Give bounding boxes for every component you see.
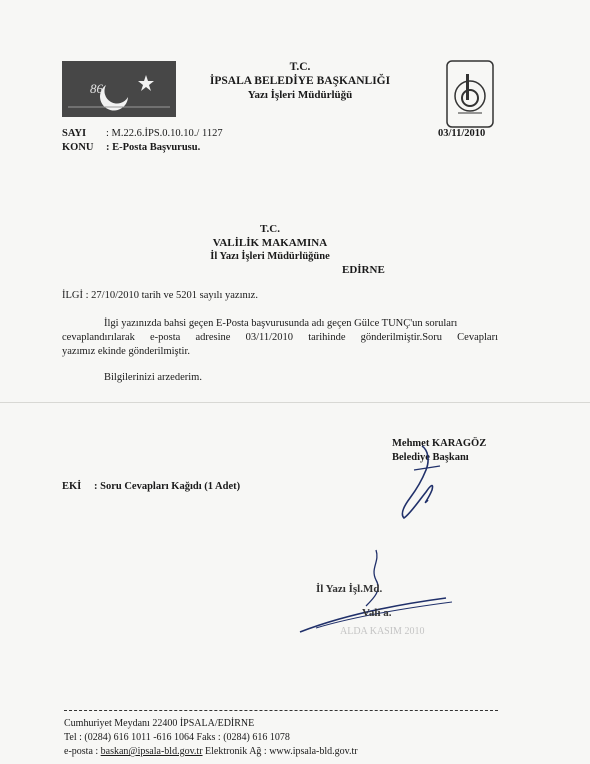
signatory-title: Belediye Başkanı — [392, 452, 469, 463]
attachment-label: EKİ — [62, 481, 82, 492]
closing-text: Bilgilerinizi arzederim. — [104, 372, 202, 383]
letterhead-institution: İPSALA BELEDİYE BAŞKANLIĞI — [209, 75, 391, 87]
footer-divider — [64, 710, 498, 711]
footer-phone: Tel : (0284) 616 1011 -616 1064 Faks : (0284) 616 1078 — [64, 732, 290, 743]
recipient-unit: İl Yazı İşleri Müdürlüğüne — [210, 251, 330, 262]
footer-contact — [64, 745, 358, 759]
letterhead-tc: T.C. — [289, 61, 311, 73]
footer-web: Elektronik Ağ : www.ipsala-bld.gov.tr — [205, 746, 358, 757]
ilgi-reference: İLGİ : 27/10/2010 tarih ve 5201 sayılı yazınız. — [62, 290, 258, 301]
logo-text: 86 — [90, 81, 103, 96]
footer-email-link[interactable]: baskan@ipsala-bld.gov.tr — [100, 746, 203, 757]
konu-label: KONU — [62, 142, 94, 153]
body-line-1: İlgi yazınızda bahsi geçen E-Posta başvurusunda adı geçen Gülce TUNÇ'un soruları — [104, 318, 458, 329]
recipient-city: EDİRNE — [342, 264, 385, 276]
paper-fold-line — [0, 402, 590, 403]
document-date: 03/11/2010 — [438, 128, 486, 139]
stamp-governor: Vali a. — [362, 607, 392, 619]
municipality-seal — [446, 60, 494, 128]
footer-email-label: e-posta : — [64, 746, 99, 757]
attachment-value: : Soru Cevapları Kağıdı (1 Adet) — [94, 481, 241, 492]
body-line-2: cevaplandırılarak e-posta adresine 03/11/2010 tarihinde gönderilmiştir.Soru Cevapları — [62, 332, 498, 343]
letterhead-department: Yazı İşleri Müdürlüğü — [247, 89, 353, 101]
konu-value: : E-Posta Başvurusu. — [106, 142, 201, 153]
footer-address: Cumhuriyet Meydanı 22400 İPSALA/EDİRNE — [64, 718, 255, 729]
handwritten-signature — [370, 440, 460, 530]
sayi-label: SAYI — [62, 128, 87, 139]
sayi-value: : M.22.6.İPS.0.10.10./ 1127 — [106, 128, 223, 139]
received-stamp-scribble — [296, 544, 456, 654]
recipient-office: VALİLİK MAKAMINA — [212, 237, 328, 249]
stamp-department: İl Yazı İşl.Md. — [316, 583, 383, 595]
stamp-received-date: ALDA KASIM 2010 — [340, 626, 425, 637]
signatory-name: Mehmet KARAGÖZ — [392, 438, 487, 449]
body-line-3: yazımız ekinde gönderilmiştir. — [62, 346, 191, 357]
recipient-tc: T.C. — [260, 223, 280, 235]
